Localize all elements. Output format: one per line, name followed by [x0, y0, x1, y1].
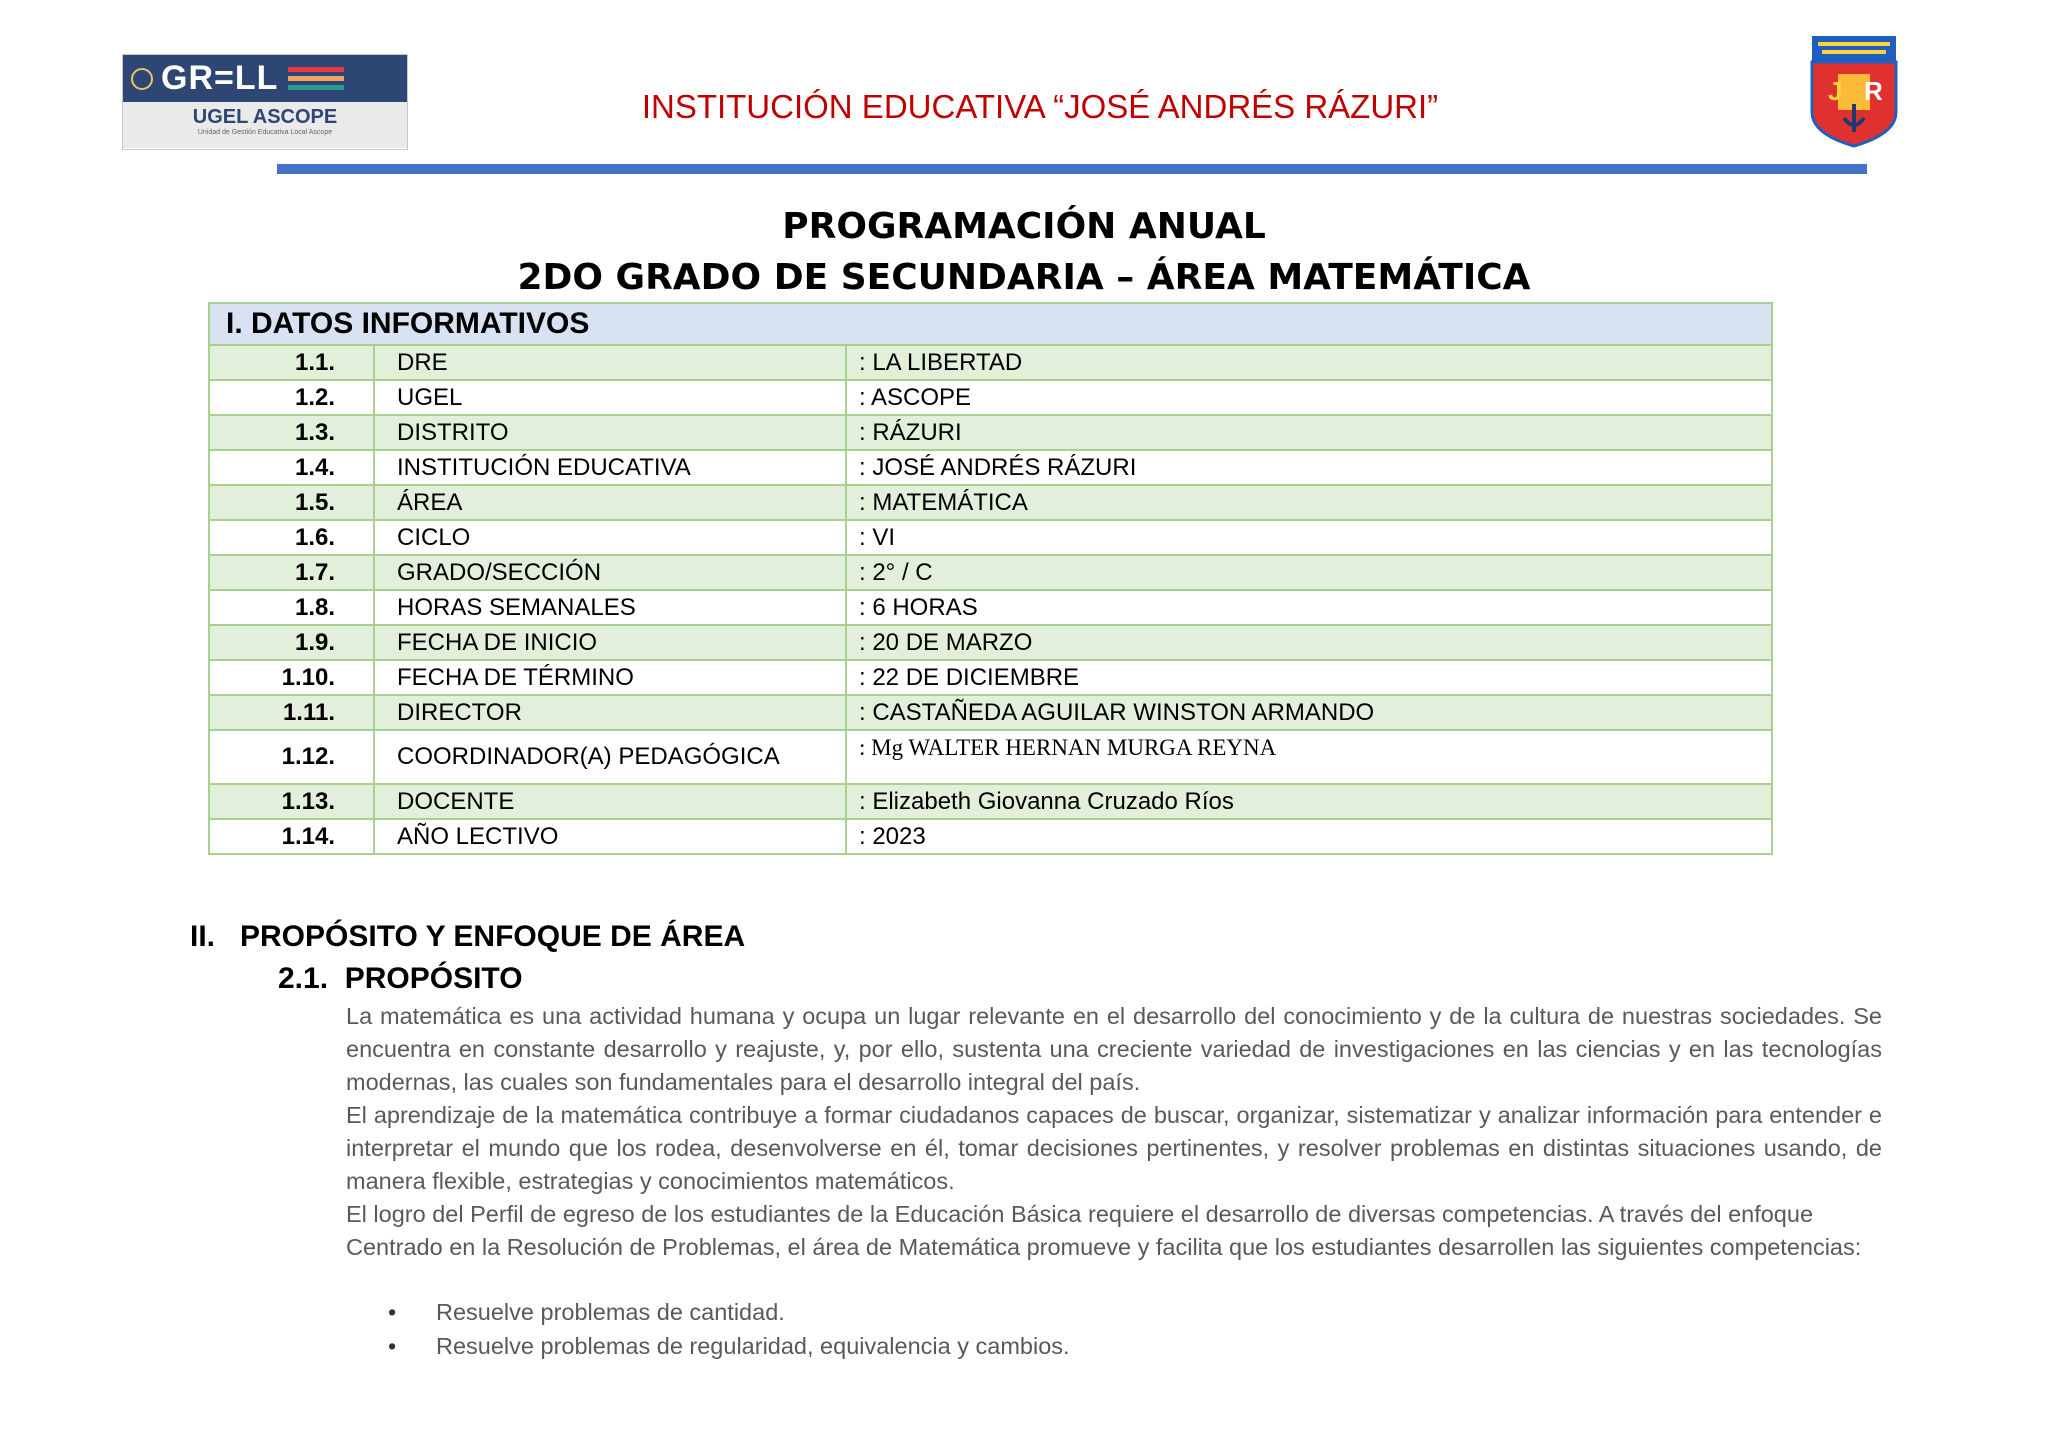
row-label: DISTRITO	[374, 415, 846, 450]
school-title: INSTITUCIÓN EDUCATIVA “JOSÉ ANDRÉS RÁZURI”	[641, 88, 1439, 125]
row-number: 1.3.	[209, 415, 374, 450]
row-number: 1.12.	[209, 730, 374, 784]
row-label: ÁREA	[374, 485, 846, 520]
row-label: UGEL	[374, 380, 846, 415]
table-row	[209, 625, 1772, 660]
row-number: 1.5.	[209, 485, 374, 520]
table-row	[209, 660, 1772, 695]
bullet-icon: •	[388, 1299, 397, 1325]
list-item	[388, 1295, 1070, 1329]
row-value: : 2° / C	[846, 555, 1772, 590]
logo-stripes	[288, 67, 344, 90]
row-number: 1.7.	[209, 555, 374, 590]
grell-logo-text: GR=LL	[161, 59, 279, 97]
list-item	[388, 1329, 1070, 1363]
ugel-logo-text: UGEL ASCOPE	[192, 106, 338, 128]
document-subtitle: 2DO GRADO DE SECUNDARIA – ÁREA MATEMÁTICA	[517, 257, 1531, 298]
row-label: AÑO LECTIVO	[374, 819, 846, 854]
proposito-text	[346, 1000, 1882, 1264]
table-row	[209, 730, 1772, 784]
grell-ugel-logo	[122, 54, 408, 150]
row-value: : Mg WALTER HERNAN MURGA REYNA	[846, 730, 1772, 784]
table-row	[209, 590, 1772, 625]
row-number: 1.8.	[209, 590, 374, 625]
row-value: : MATEMÁTICA	[846, 485, 1772, 520]
row-label: GRADO/SECCIÓN	[374, 555, 846, 590]
row-value: : 2023	[846, 819, 1772, 854]
table-row	[209, 784, 1772, 819]
datos-informativos-table	[208, 302, 1773, 855]
row-number: 1.14.	[209, 819, 374, 854]
row-number: 1.1.	[209, 345, 374, 380]
row-value: : 20 DE MARZO	[846, 625, 1772, 660]
table-row	[209, 415, 1772, 450]
table-row	[209, 555, 1772, 590]
header-divider	[277, 164, 1867, 174]
table-row	[209, 695, 1772, 730]
row-value: : RÁZURI	[846, 415, 1772, 450]
row-label: DOCENTE	[374, 784, 846, 819]
row-value: : 6 HORAS	[846, 590, 1772, 625]
paragraph: El aprendizaje de la matemática contribuye a formar ciudadanos capaces de buscar, organizar, sistematizar y analizar información para entender e interpretar el mundo que los rodea, desenvolverse en él, tomar decisiones pertinentes, y resolver problemas en distintas situaciones usando, de manera flexible, estrategias y conocimientos matemáticos.	[346, 1102, 1882, 1194]
seal-icon	[131, 68, 153, 90]
ugel-logo-caption: Unidad de Gestión Educativa Local Ascope	[197, 129, 333, 136]
row-number: 1.4.	[209, 450, 374, 485]
row-number: 1.11.	[209, 695, 374, 730]
row-label: FECHA DE INICIO	[374, 625, 846, 660]
table-row	[209, 345, 1772, 380]
school-crest-icon	[1808, 34, 1900, 148]
table-row	[209, 485, 1772, 520]
row-value: : Elizabeth Giovanna Cruzado Ríos	[846, 784, 1772, 819]
row-label: HORAS SEMANALES	[374, 590, 846, 625]
crest-letter-left: J	[1828, 76, 1843, 106]
row-label: DIRECTOR	[374, 695, 846, 730]
row-number: 1.9.	[209, 625, 374, 660]
row-value: : JOSÉ ANDRÉS RÁZURI	[846, 450, 1772, 485]
table-row	[209, 450, 1772, 485]
row-label: DRE	[374, 345, 846, 380]
list-item-text: Resuelve problemas de cantidad.	[436, 1299, 785, 1325]
row-number: 1.13.	[209, 784, 374, 819]
table-row	[209, 819, 1772, 854]
paragraph: El logro del Perfil de egreso de los estudiantes de la Educación Básica requiere el desarrollo de diversas competencias. A través del enfoque Centrado en la Resolución de Problemas, el área de Matemática promueve y facilita que los estudiantes desarrollen las siguientes competencias:	[346, 1201, 1862, 1260]
row-number: 1.2.	[209, 380, 374, 415]
row-number: 1.6.	[209, 520, 374, 555]
row-label: CICLO	[374, 520, 846, 555]
document-title: PROGRAMACIÓN ANUAL	[782, 206, 1266, 247]
row-label: FECHA DE TÉRMINO	[374, 660, 846, 695]
paragraph: La matemática es una actividad humana y ocupa un lugar relevante en el desarrollo del conocimiento y de la cultura de nuestras sociedades. Se encuentra en constante desarrollo y reajuste, y, por ello, sustenta una creciente variedad de investigaciones en las ciencias y en las tecnologías modernas, las cuales son fundamentales para el desarrollo integral del país.	[346, 1003, 1882, 1095]
row-label: INSTITUCIÓN EDUCATIVA	[374, 450, 846, 485]
row-value: : LA LIBERTAD	[846, 345, 1772, 380]
table-row	[209, 380, 1772, 415]
row-value: : CASTAÑEDA AGUILAR WINSTON ARMANDO	[846, 695, 1772, 730]
bullet-icon: •	[388, 1333, 397, 1359]
row-number: 1.10.	[209, 660, 374, 695]
table-row	[209, 520, 1772, 555]
crest-letter-right: R	[1864, 76, 1883, 106]
row-label: COORDINADOR(A) PEDAGÓGICA	[374, 730, 846, 784]
list-item-text: Resuelve problemas de regularidad, equivalencia y cambios.	[436, 1333, 1070, 1359]
section-heading: II. PROPÓSITO Y ENFOQUE DE ÁREA	[190, 920, 746, 953]
row-value: : ASCOPE	[846, 380, 1772, 415]
row-value: : 22 DE DICIEMBRE	[846, 660, 1772, 695]
row-value: : VI	[846, 520, 1772, 555]
competencias-list	[388, 1295, 1070, 1363]
table-heading: I. DATOS INFORMATIVOS	[209, 303, 1772, 345]
subsection-heading: 2.1. PROPÓSITO	[278, 962, 523, 995]
